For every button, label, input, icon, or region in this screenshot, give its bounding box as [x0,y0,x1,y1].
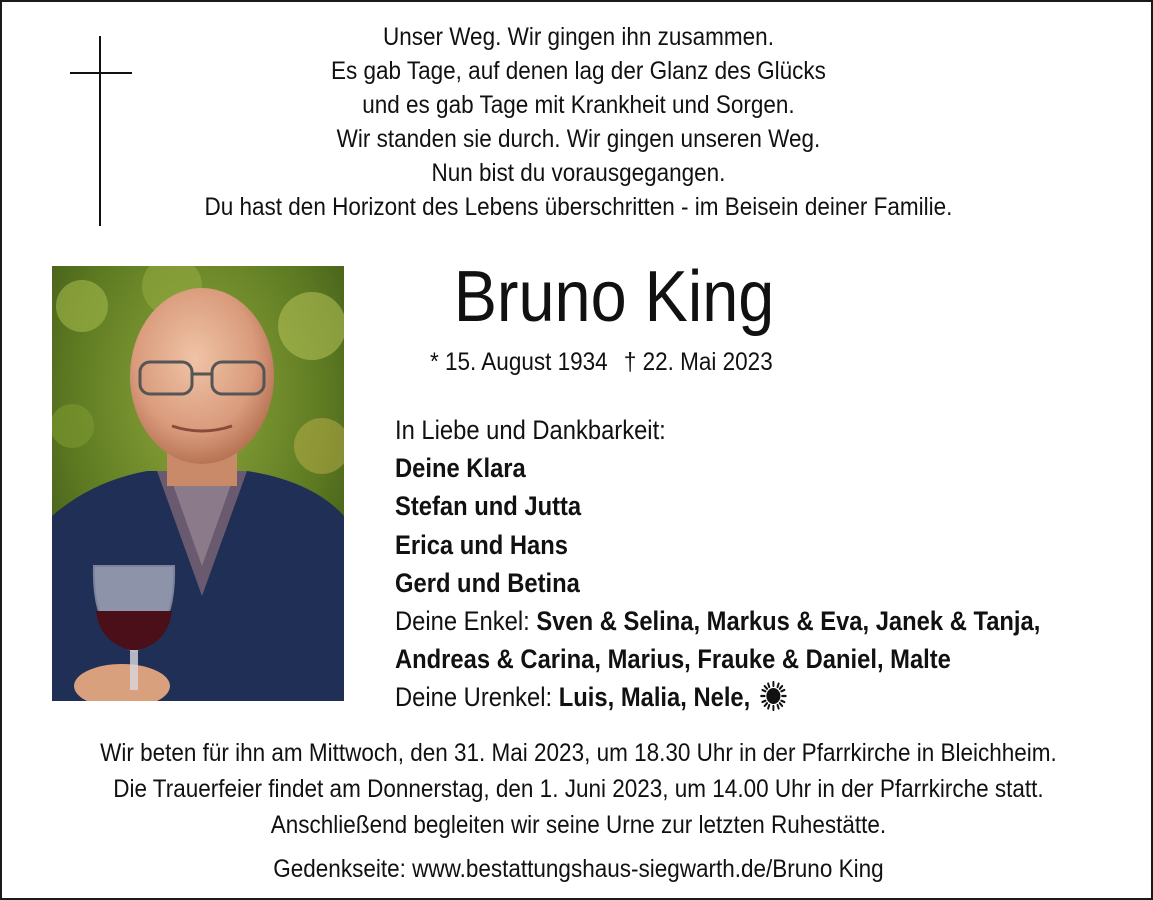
service-line: Anschließend begleiten wir seine Urne zur letzten Ruhestätte. [270,811,887,839]
deceased-name: Bruno King [453,257,775,337]
birth-date: * 15. August 1934 [430,348,608,376]
poem-line: und es gab Tage mit Krankheit und Sorgen. [362,91,795,119]
sun-icon [760,681,786,711]
poem-line: Wir standen sie durch. Wir gingen unseren Weg. [336,125,821,153]
life-dates [430,346,773,378]
family-member: Deine Klara [395,453,526,484]
poem-line: Es gab Tage, auf denen lag der Glanz des Glücks [330,57,826,85]
great-grandchildren-names: Luis, Malia, Nele, [558,682,751,713]
poem-line: Nun bist du vorausgegangen. [431,159,726,187]
great-grandchildren-label: Deine Urenkel: [395,682,553,713]
grandchildren-names: Sven & Selina, Markus & Eva, Janek & Tanja, [536,605,1041,636]
poem-line: Unser Weg. Wir gingen ihn zusammen. [382,23,774,51]
service-line: Wir beten für ihn am Mittwoch, den 31. Mai 2023, um 18.30 Uhr in der Pfarrkirche in Bleichheim. [100,739,1057,767]
family-member: Erica und Hans [395,529,568,560]
poem-line: Du hast den Horizont des Lebens überschritten - im Beisein deiner Familie. [204,193,953,221]
family-member: Gerd und Betina [395,567,580,598]
family-intro: In Liebe und Dankbarkeit: [395,415,666,445]
grandchildren-label: Deine Enkel: [395,605,530,636]
grandchildren-names: Andreas & Carina, Marius, Frauke & Daniel, Malte [395,644,951,675]
death-date: † 22. Mai 2023 [623,348,773,376]
family-member: Stefan und Jutta [395,491,582,522]
grandchildren-row [395,602,1040,640]
poem [60,20,1098,224]
service-line: Die Trauerfeier findet am Donnerstag, den 1. Juni 2023, um 14.00 Uhr in der Pfarrkirche statt. [113,775,1044,803]
service-info [60,735,1098,843]
memorial-page-link: Gedenkseite: www.bestattungshaus-siegwarth.de/Bruno King [273,855,884,883]
family-list [395,411,1040,717]
great-grandchildren-row [395,678,1040,716]
